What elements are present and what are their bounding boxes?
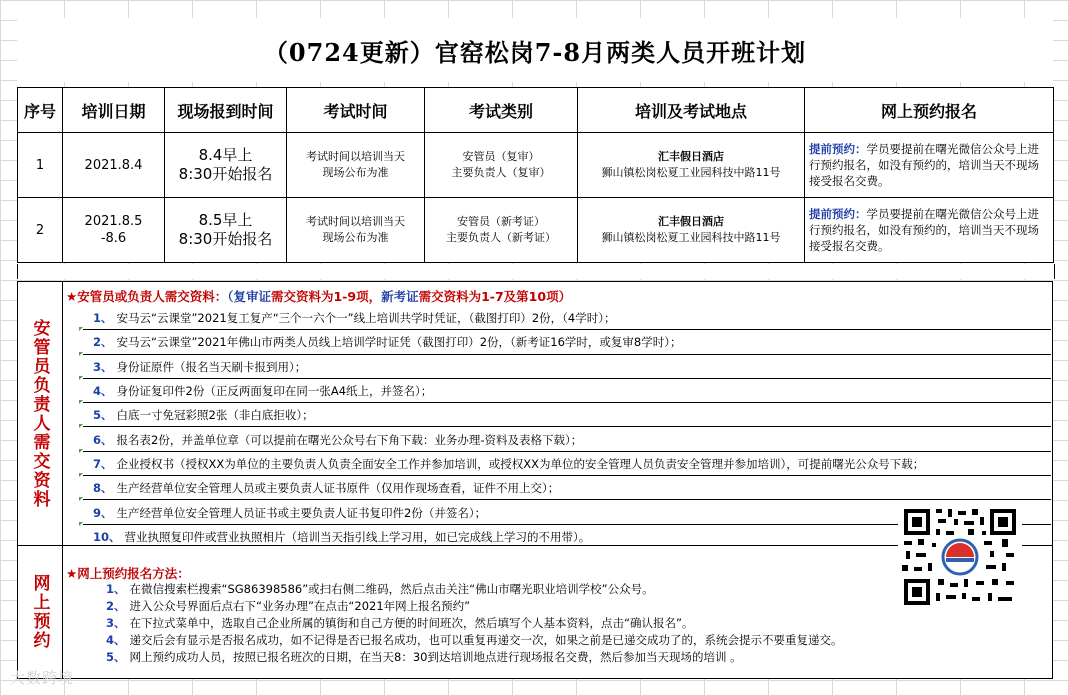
item-text: 网上预约成功人员，按照已报名班次的日期，在当天8：30到达培训地点进行现场报名交费，然后参加当天现场的培训 。 (129, 649, 742, 664)
heading-star-text: ★安管员或负责人需交资料： (66, 289, 228, 304)
item-number: 2、 (93, 335, 113, 350)
item-text: 企业授权书（授权XX为单位的主要负责人负责全面安全工作并参加培训，或授权XX为单位的安全管理人员负责安全管理并参加培训），可提前曙光公众号下载； (116, 456, 925, 471)
row-date (63, 133, 165, 198)
list-item (63, 306, 1051, 330)
item-text: 递交后会有显示是否报名成功，如不记得是否已报名成功，也可以重复再递交一次，如果之前是已递交成功了的，系统会提示不要重复递交。 (129, 632, 843, 647)
item-text: 在下拉式菜单中，选取自己企业所属的镇街和自己方便的时间班次，然后填写个人基本资料，点击“确认报名”。 (129, 615, 694, 630)
page-title: （0724更新）官窑松岗7-8月两类人员开班计划 (17, 18, 1053, 82)
header-no: 序号 (18, 88, 63, 133)
place-address: 狮山镇松岗松夏工业园科技中路11号 (601, 231, 781, 244)
list-item (66, 614, 1046, 631)
item-text: 白底一寸免冠彩照2张（非白底拒收）； (116, 408, 314, 423)
item-number: 4、 (93, 384, 113, 399)
item-number: 5、 (93, 408, 113, 423)
item-text: 在微信搜索栏搜索“SG86398586”或扫右侧二维码，然后点击关注“佛山市曙光职业培训学校”公众号。 (129, 581, 654, 596)
exam-time-line: 现场公布为准 (322, 166, 389, 179)
category-line: 安管员（复审） (462, 150, 540, 163)
item-text: 身份证复印件2份（正反两面复印在同一张A4纸上，并签名）； (116, 384, 433, 399)
online-side-label: 网上预约 (18, 546, 63, 678)
row-category (425, 133, 578, 198)
row-place (578, 133, 805, 198)
item-number: 3、 (93, 359, 113, 374)
exam-time-line: 考试时间以培训当天 (306, 150, 405, 163)
date-line: 2021.8.4 (84, 157, 143, 173)
date-line: -8.6 (100, 231, 127, 246)
row-place (578, 198, 805, 263)
list-item (66, 648, 1046, 665)
item-number: 7、 (93, 456, 113, 471)
list-item (63, 427, 1051, 451)
header-exam-time: 考试时间 (287, 88, 425, 133)
category-line: 主要负责人（新考证） (446, 231, 556, 244)
row-checkin (165, 133, 287, 198)
table-header-row (18, 88, 1054, 133)
schedule-table (17, 87, 1054, 263)
item-text: 身份证原件（报名当天刷卡报到用）； (116, 359, 307, 374)
reserve-text: 学员要提前在曙光微信公众号上进行预约报名，如没有预约的，培训当天不现场接受报名交费。 (809, 142, 1039, 188)
table-row (18, 133, 1054, 198)
checkin-line: 8:30开始报名 (178, 230, 273, 248)
item-text: 报名表2份，并盖单位章（可以提前在曙光公众号右下角下载：业务办理-资料及表格下载）； (116, 432, 583, 447)
item-text: 进入公众号界面后点右下“业务办理”在点击“2021年网上报名预约” (129, 598, 471, 613)
heading-part: 新考证 (381, 289, 419, 304)
exam-time-line: 现场公布为准 (322, 231, 389, 244)
materials-heading (66, 287, 571, 305)
qr-code (898, 505, 1022, 609)
item-number: 4、 (106, 632, 126, 647)
place-name: 汇丰假日酒店 (658, 215, 724, 228)
list-item (63, 452, 1051, 476)
item-number: 1、 (106, 581, 126, 596)
list-item (63, 355, 1051, 379)
heading-part: 需交资料为1-9项， (270, 289, 382, 304)
header-reserve: 网上预约报名 (805, 88, 1054, 133)
item-number: 6、 (93, 432, 113, 447)
item-number: 2、 (106, 598, 126, 613)
row-date (63, 198, 165, 263)
exam-time-line: 考试时间以培训当天 (306, 215, 405, 228)
item-text: 安马云“云课堂”2021复工复产“三个一六个一”线上培训共学时凭证，（截图打印）2份，（4学时）； (116, 311, 616, 326)
qr-code-icon (898, 505, 1022, 609)
reserve-label: 提前预约： (809, 142, 867, 156)
checkin-line: 8:30开始报名 (178, 165, 273, 183)
list-item (63, 330, 1051, 354)
item-number: 8、 (93, 481, 113, 496)
table-row (18, 198, 1054, 263)
item-number: 10、 (93, 529, 121, 544)
checkin-line: 8.4早上 (198, 146, 253, 164)
item-text: 生产经营单位安全管理人员或主要负责人证书原件（仅用作现场查看，证件不用上交）； (116, 481, 560, 496)
row-exam-time (287, 133, 425, 198)
watermark: 大数跨境 (10, 669, 75, 687)
spacer-row (17, 264, 1055, 279)
reserve-label: 提前预约： (809, 207, 867, 221)
item-text: 生产经营单位安全管理人员证书或主要负责人证书复印件2份（并签名）； (116, 505, 487, 520)
heading-part: 需交资料为1-7及第10项） (418, 289, 572, 304)
header-checkin: 现场报到时间 (165, 88, 287, 133)
header-date: 培训日期 (63, 88, 165, 133)
row-checkin (165, 198, 287, 263)
online-heading: ★网上预约报名方法： (66, 566, 190, 581)
row-no: 2 (18, 198, 63, 263)
row-no: 1 (18, 133, 63, 198)
place-address: 狮山镇松岗松夏工业园科技中路11号 (601, 166, 781, 179)
item-number: 9、 (93, 505, 113, 520)
item-number: 5、 (106, 649, 126, 664)
item-number: 1、 (93, 311, 113, 326)
category-line: 主要负责人（复审） (451, 166, 551, 179)
row-exam-time (287, 198, 425, 263)
category-line: 安管员（新考证） (457, 215, 545, 228)
header-exam-category: 考试类别 (425, 88, 578, 133)
item-text: 安马云“云课堂”2021年佛山市两类人员线上培训学时证凭（截图打印）2份，（新考证16学时，或复审8学时）； (116, 335, 682, 350)
item-number: 3、 (106, 615, 126, 630)
row-reserve (805, 133, 1054, 198)
date-line: 2021.8.5 (84, 214, 143, 229)
reserve-text: 学员要提前在曙光微信公众号上进行预约报名，如没有预约的，培训当天不现场接受报名交费。 (809, 207, 1039, 253)
header-place: 培训及考试地点 (578, 88, 805, 133)
place-name: 汇丰假日酒店 (658, 150, 724, 163)
checkin-line: 8.5早上 (198, 211, 253, 229)
list-item (63, 476, 1051, 500)
materials-side-label: 安管员负责人需交资料 (18, 282, 63, 545)
list-item (63, 379, 1051, 403)
item-text: 营业执照复印件或营业执照相片（培训当天指引线上学习用，如已完成线上学习的不用带）。 (124, 529, 591, 544)
list-item (63, 403, 1051, 427)
heading-part: （复审证 (227, 289, 271, 304)
row-reserve (805, 198, 1054, 263)
row-category (425, 198, 578, 263)
list-item (66, 631, 1046, 648)
